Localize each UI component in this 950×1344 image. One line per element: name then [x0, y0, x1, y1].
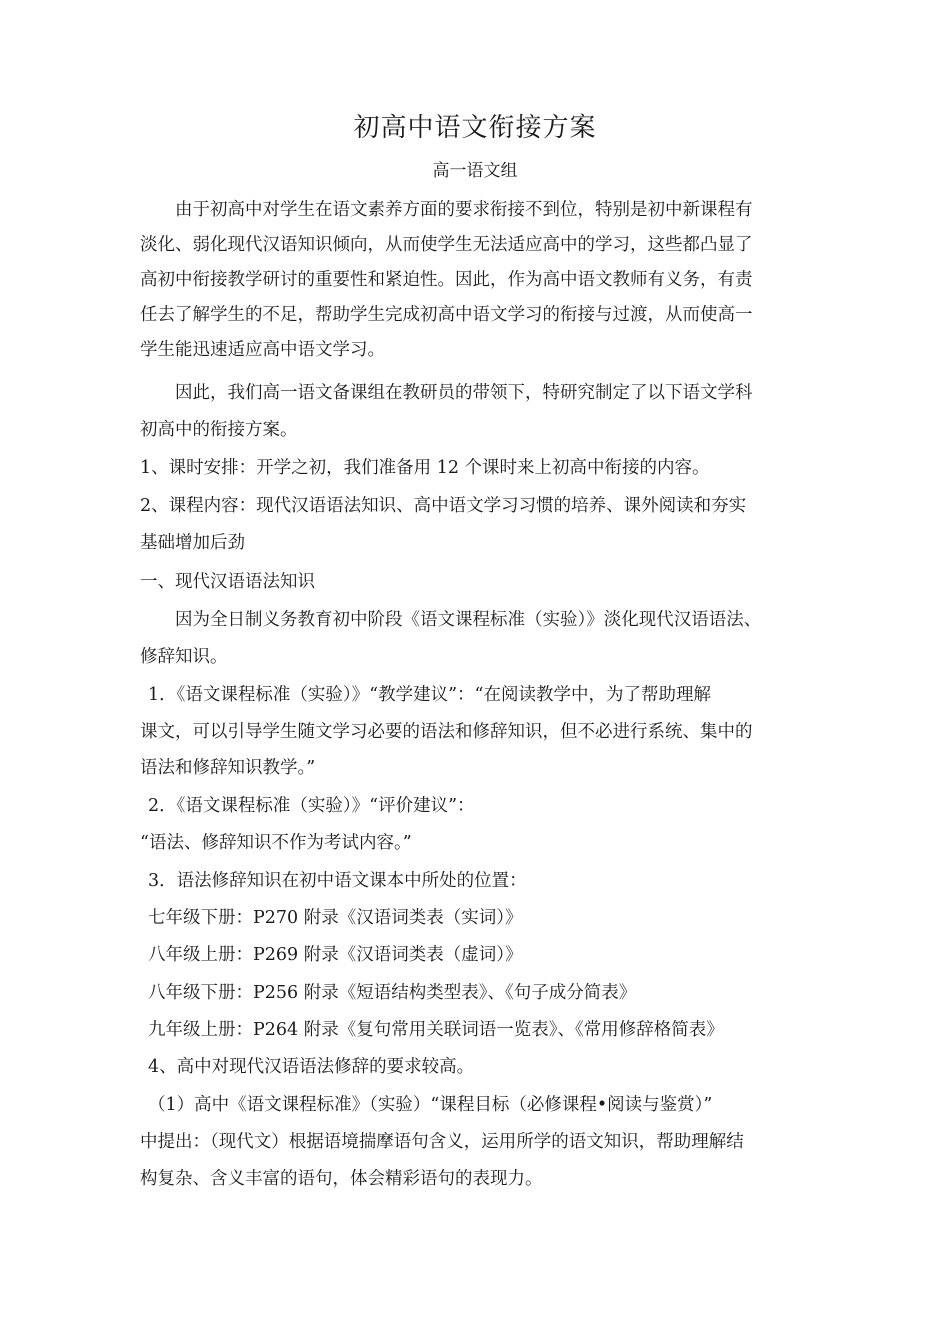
- paragraph-line: 3．语法修辞知识在初中语文课本中所处的位置：: [148, 871, 527, 891]
- paragraph-line: 淡化、弱化现代汉语知识倾向，从而使学生无法适应高中的学习，这些都凸显了: [140, 235, 753, 255]
- list-item: 八年级下册：P256 附录《短语结构类型表》、《句子成分简表》: [148, 983, 637, 1003]
- list-item: 九年级上册：P264 附录《复句常用关联词语一览表》、《常用修辞格简表》: [148, 1020, 724, 1040]
- paragraph-line: 由于初高中对学生在语文素养方面的要求衔接不到位，特别是初中新课程有: [175, 200, 753, 220]
- document-subtitle: 高一语文组: [432, 161, 518, 181]
- paragraph-line: 学生能迅速适应高中语文学习。: [140, 340, 385, 360]
- section-heading: 一、现代汉语语法知识: [140, 572, 315, 592]
- paragraph-line: 1、课时安排：开学之初，我们准备用 12 个课时来上初高中衔接的内容。: [140, 458, 710, 478]
- paragraph-line: 修辞知识。: [140, 647, 228, 667]
- list-item: 八年级上册：P269 附录《汉语词类表（虚词）》: [148, 945, 523, 965]
- paragraph-line: 任去了解学生的不足，帮助学生完成初高中语文学习的衔接与过渡，从而使高一: [140, 305, 753, 325]
- paragraph-line: “语法、修辞知识不作为考试内容。”: [140, 833, 412, 853]
- paragraph-line: （1）高中《语文课程标准》（实验）“课程目标（必修课程•阅读与鉴赏）”: [148, 1095, 713, 1115]
- paragraph-line: 课文，可以引导学生随文学习必要的语法和修辞知识，但不必进行系统、集中的: [140, 722, 753, 742]
- paragraph-line: 语法和修辞知识教学。”: [140, 758, 316, 778]
- paragraph-line: 基础增加后劲: [140, 533, 245, 553]
- paragraph-line: 2、课程内容：现代汉语语法知识、高中语文学习习惯的培养、课外阅读和夯实: [140, 496, 747, 516]
- paragraph-line: 因为全日制义务教育初中阶段《语文课程标准（实验）》淡化现代汉语语法、: [175, 610, 762, 630]
- paragraph-line: 4、高中对现代汉语语法修辞的要求较高。: [148, 1057, 475, 1077]
- list-item: 七年级下册：P270 附录《汉语词类表（实词）》: [148, 908, 523, 928]
- paragraph-line: 1．《语文课程标准（实验）》“教学建议”：“在阅读教学中，为了帮助理解: [148, 685, 711, 705]
- paragraph-line: 高初中衔接教学研讨的重要性和紧迫性。因此，作为高中语文教师有义务，有责: [140, 270, 753, 290]
- paragraph-line: 构复杂、含义丰富的语句，体会精彩语句的表现力。: [140, 1169, 543, 1189]
- paragraph-line: 2．《语文课程标准（实验）》“评价建议”：: [148, 796, 475, 816]
- paragraph-line: 中提出：（现代文）根据语境揣摩语句含义，运用所学的语文知识，帮助理解结: [140, 1132, 744, 1152]
- paragraph-line: 因此，我们高一语文备课组在教研员的带领下，特研究制定了以下语文学科: [175, 383, 753, 403]
- paragraph-line: 初高中的衔接方案。: [140, 420, 298, 440]
- document-title: 初高中语文衔接方案: [353, 113, 597, 143]
